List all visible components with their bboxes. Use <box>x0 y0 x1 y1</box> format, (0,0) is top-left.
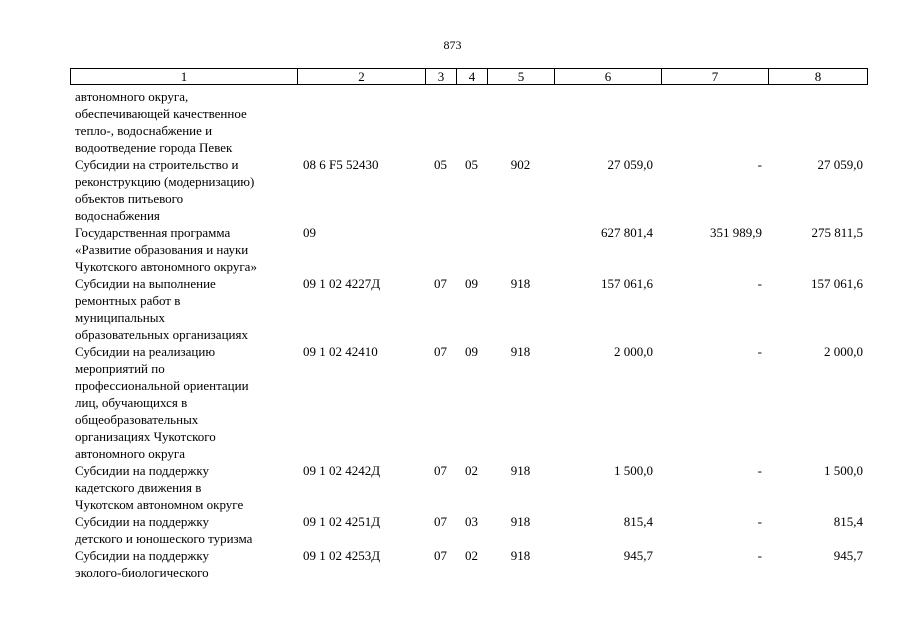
row-section: 07 <box>434 463 447 478</box>
row-name: автономного округа, обеспечивающей качественное тепло-, водоснабжение и водоотведение города Певек <box>75 89 247 155</box>
column-header-table <box>70 68 868 85</box>
row-subsection: 02 <box>465 463 478 478</box>
row-name: Субсидии на выполнение ремонтных работ в муниципальных образовательных организациях <box>75 276 248 342</box>
row-col7: - <box>757 514 762 529</box>
row-grbs: 918 <box>510 463 531 478</box>
row-total: 157 061,6 <box>601 276 653 291</box>
row-name: Субсидии на реализацию мероприятий по профессиональной ориентации лиц, обучающихся в общеобразовательных организациях Чукотского автономного округа <box>75 344 249 461</box>
column-header-6: 6 <box>555 69 662 85</box>
row-code: 09 1 02 42410 <box>303 344 378 359</box>
table-row <box>70 88 867 156</box>
column-header-1: 1 <box>71 69 298 85</box>
row-total: 945,7 <box>623 548 653 563</box>
row-col7: - <box>757 344 762 359</box>
row-section: 05 <box>434 157 447 172</box>
column-header-7: 7 <box>662 69 769 85</box>
row-total: 627 801,4 <box>601 225 653 240</box>
row-code: 08 6 F5 52430 <box>303 157 379 172</box>
table-row <box>70 547 867 581</box>
row-grbs: 918 <box>510 514 531 529</box>
table-row <box>70 275 867 343</box>
row-subsection: 03 <box>465 514 478 529</box>
row-grbs: 918 <box>510 344 531 359</box>
row-grbs: 918 <box>510 276 531 291</box>
row-col8: 275 811,5 <box>811 225 863 240</box>
row-subsection: 09 <box>465 344 478 359</box>
column-header-row <box>71 69 868 85</box>
row-code: 09 <box>303 225 316 240</box>
row-section: 07 <box>434 514 447 529</box>
table-row <box>70 462 867 513</box>
row-code: 09 1 02 4227Д <box>303 276 381 291</box>
row-subsection: 02 <box>465 548 478 563</box>
row-col8: 815,4 <box>833 514 863 529</box>
row-name: Субсидии на поддержку детского и юношеского туризма <box>75 514 253 546</box>
row-col7: - <box>757 548 762 563</box>
column-header-5: 5 <box>488 69 555 85</box>
row-name: Субсидии на поддержку кадетского движения в Чукотском автономном округе <box>75 463 244 512</box>
row-code: 09 1 02 4251Д <box>303 514 381 529</box>
row-name: Субсидии на строительство и реконструкцию (модернизацию) объектов питьевого водоснабжения <box>75 157 255 223</box>
row-total: 2 000,0 <box>614 344 653 359</box>
row-section: 07 <box>434 276 447 291</box>
row-section: 07 <box>434 548 447 563</box>
column-header-3: 3 <box>426 69 457 85</box>
row-col8: 945,7 <box>833 548 863 563</box>
row-section: 07 <box>434 344 447 359</box>
row-total: 815,4 <box>623 514 653 529</box>
row-name: Государственная программа «Развитие образования и науки Чукотского автономного округа» <box>75 225 257 274</box>
table-row <box>70 156 867 224</box>
row-col7: - <box>757 276 762 291</box>
table-row <box>70 343 867 462</box>
row-col8: 157 061,6 <box>811 276 863 291</box>
row-col7: 351 989,9 <box>710 225 762 240</box>
row-grbs: 918 <box>510 548 531 563</box>
row-code: 09 1 02 4253Д <box>303 548 381 563</box>
row-col8: 2 000,0 <box>824 344 863 359</box>
table-body <box>70 88 867 581</box>
row-subsection: 05 <box>465 157 478 172</box>
column-header-4: 4 <box>457 69 488 85</box>
row-col8: 27 059,0 <box>817 157 863 172</box>
table-row <box>70 224 867 275</box>
row-subsection: 09 <box>465 276 478 291</box>
page-number: 873 <box>443 38 462 52</box>
row-col8: 1 500,0 <box>824 463 863 478</box>
column-header-8: 8 <box>769 69 868 85</box>
table-row <box>70 513 867 547</box>
row-total: 27 059,0 <box>607 157 653 172</box>
row-code: 09 1 02 4242Д <box>303 463 381 478</box>
row-col7: - <box>757 463 762 478</box>
column-header-2: 2 <box>298 69 426 85</box>
row-total: 1 500,0 <box>614 463 653 478</box>
row-col7: - <box>757 157 762 172</box>
row-name: Субсидии на поддержку эколого-биологического <box>75 548 209 580</box>
row-grbs: 902 <box>510 157 531 172</box>
